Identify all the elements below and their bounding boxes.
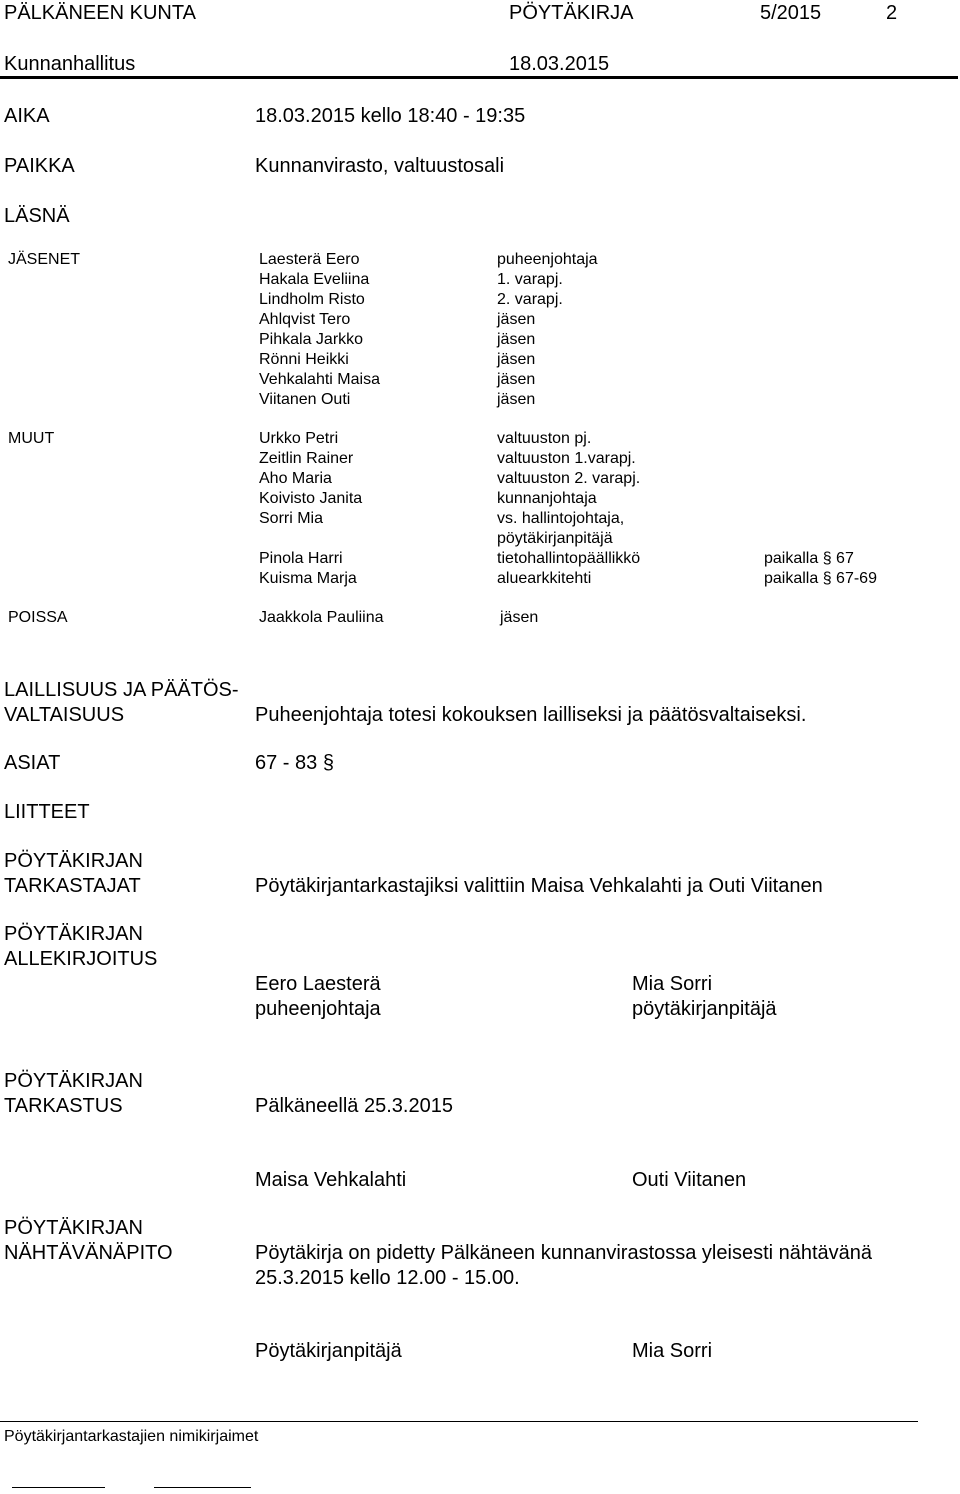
footer-rule bbox=[0, 1421, 918, 1422]
other-role: vs. hallintojohtaja, bbox=[497, 510, 625, 527]
members-label: JÄSENET bbox=[8, 251, 81, 268]
signature-chair-name: Eero Laesterä bbox=[255, 973, 381, 995]
absent-role: jäsen bbox=[500, 609, 539, 626]
member-name: Vehkalahti Maisa bbox=[259, 371, 380, 388]
nahtavana-text-line2: 25.3.2015 kello 12.00 - 15.00. bbox=[255, 1267, 520, 1289]
paikka-label: PAIKKA bbox=[4, 155, 75, 177]
quorum-label-line2: VALTAISUUS bbox=[4, 704, 125, 726]
tarkastus-label-line1: PÖYTÄKIRJAN bbox=[4, 1070, 143, 1092]
other-name: Kuisma Marja bbox=[259, 570, 357, 587]
aika-value: 18.03.2015 kello 18:40 - 19:35 bbox=[255, 105, 526, 127]
other-attendance-note: paikalla § 67-69 bbox=[764, 570, 877, 587]
nahtavana-label-line2: NÄHTÄVÄNÄPITO bbox=[4, 1242, 173, 1264]
other-role: tietohallintopäällikkö bbox=[497, 550, 641, 567]
asiat-label: ASIAT bbox=[4, 752, 61, 774]
other-role: kunnanjohtaja bbox=[497, 490, 597, 507]
member-name: Hakala Eveliina bbox=[259, 271, 370, 288]
other-role: valtuuston 2. varapj. bbox=[497, 470, 641, 487]
other-name: Urkko Petri bbox=[259, 430, 339, 447]
member-role: jäsen bbox=[497, 371, 536, 388]
member-name: Rönni Heikki bbox=[259, 351, 349, 368]
initials-label: Pöytäkirjantarkastajien nimikirjaimet bbox=[4, 1428, 259, 1445]
signature-chair-role: puheenjohtaja bbox=[255, 998, 381, 1020]
other-name: Aho Maria bbox=[259, 470, 332, 487]
member-name: Pihkala Jarkko bbox=[259, 331, 364, 348]
inspector-1-name: Maisa Vehkalahti bbox=[255, 1169, 407, 1191]
others-label: MUUT bbox=[8, 430, 55, 447]
other-role: valtuuston 1.varapj. bbox=[497, 450, 636, 467]
inspector-2-name: Outi Viitanen bbox=[632, 1169, 747, 1191]
nahtavana-text-line1: Pöytäkirja on pidetty Pälkäneen kunnanvirastossa yleisesti nähtävänä bbox=[255, 1242, 873, 1264]
document-type: PÖYTÄKIRJA bbox=[509, 2, 634, 24]
allekirjoitus-label-line1: PÖYTÄKIRJAN bbox=[4, 923, 143, 945]
member-role: jäsen bbox=[497, 351, 536, 368]
liitteet-label: LIITTEET bbox=[4, 801, 90, 823]
other-role: valtuuston pj. bbox=[497, 430, 592, 447]
member-role: jäsen bbox=[497, 311, 536, 328]
allekirjoitus-label-line2: ALLEKIRJOITUS bbox=[4, 948, 158, 970]
header-rule bbox=[0, 76, 958, 79]
absent-label: POISSA bbox=[8, 609, 68, 626]
other-name: Koivisto Janita bbox=[259, 490, 363, 507]
other-role: aluearkkitehti bbox=[497, 570, 592, 587]
other-attendance-note: paikalla § 67 bbox=[764, 550, 854, 567]
member-name: Ahlqvist Tero bbox=[259, 311, 351, 328]
tarkastus-label-line2: TARKASTUS bbox=[4, 1095, 123, 1117]
meeting-date: 18.03.2015 bbox=[509, 53, 610, 75]
other-name: Zeitlin Rainer bbox=[259, 450, 354, 467]
document-number: 5/2015 bbox=[760, 2, 822, 24]
municipality-name: PÄLKÄNEEN KUNTA bbox=[4, 2, 196, 24]
meeting-body: Kunnanhallitus bbox=[4, 53, 136, 75]
quorum-text: Puheenjohtaja totesi kokouksen lailliseksi ja päätösvaltaiseksi. bbox=[255, 704, 807, 726]
keeper-name: Mia Sorri bbox=[632, 1340, 713, 1362]
other-name: Sorri Mia bbox=[259, 510, 324, 527]
absent-name: Jaakkola Pauliina bbox=[259, 609, 384, 626]
member-name: Viitanen Outi bbox=[259, 391, 351, 408]
member-role: jäsen bbox=[497, 391, 536, 408]
initials-line-2 bbox=[154, 1487, 251, 1488]
other-name: Pinola Harri bbox=[259, 550, 343, 567]
initials-line-1 bbox=[12, 1487, 105, 1488]
member-role: 1. varapj. bbox=[497, 271, 563, 288]
asiat-value: 67 - 83 § bbox=[255, 752, 334, 774]
paikka-value: Kunnanvirasto, valtuustosali bbox=[255, 155, 505, 177]
other-role-continued: pöytäkirjanpitäjä bbox=[497, 530, 613, 547]
member-role: puheenjohtaja bbox=[497, 251, 598, 268]
signature-secretary-role: pöytäkirjanpitäjä bbox=[632, 998, 777, 1020]
page-number: 2 bbox=[886, 2, 898, 24]
member-name: Lindholm Risto bbox=[259, 291, 365, 308]
tarkastajat-text: Pöytäkirjantarkastajiksi valittiin Maisa Vehkalahti ja Outi Viitanen bbox=[255, 875, 823, 897]
member-role: jäsen bbox=[497, 331, 536, 348]
quorum-label-line1: LAILLISUUS JA PÄÄTÖS- bbox=[4, 679, 239, 701]
aika-label: AIKA bbox=[4, 105, 50, 127]
member-role: 2. varapj. bbox=[497, 291, 563, 308]
nahtavana-label-line1: PÖYTÄKIRJAN bbox=[4, 1217, 143, 1239]
member-name: Laesterä Eero bbox=[259, 251, 360, 268]
lasna-label: LÄSNÄ bbox=[4, 205, 70, 227]
tarkastajat-label-line1: PÖYTÄKIRJAN bbox=[4, 850, 143, 872]
tarkastus-place-date: Pälkäneellä 25.3.2015 bbox=[255, 1095, 453, 1117]
keeper-label: Pöytäkirjanpitäjä bbox=[255, 1340, 402, 1362]
signature-secretary-name: Mia Sorri bbox=[632, 973, 713, 995]
tarkastajat-label-line2: TARKASTAJAT bbox=[4, 875, 141, 897]
